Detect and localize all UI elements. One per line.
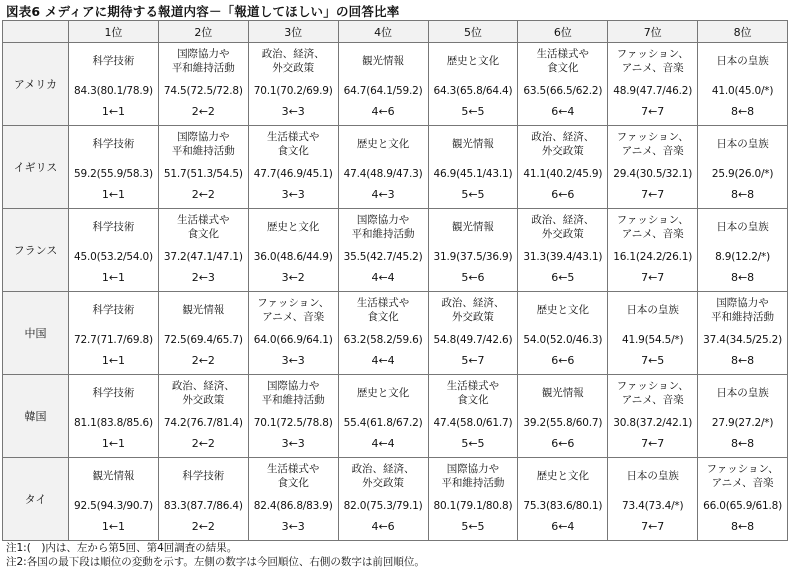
footnote: 注2:各国の最下段は順位の変動を示す。左側の数字は今回順位、右側の数字は前回順位。 — [6, 555, 425, 568]
table-cell — [698, 126, 788, 209]
cell-item: 日本の皇族 — [626, 304, 679, 316]
page-title: 図表6 メディアに期待する報道内容－「報道してほしい」の回答比率 — [6, 4, 400, 19]
table-cell — [338, 458, 428, 541]
cell-rank-change: 1←1 — [101, 354, 126, 367]
cell-item: 歴史と文化 — [536, 304, 590, 316]
cell-rank-change: 3←3 — [281, 105, 305, 118]
cell-value: 48.9(47.7/46.2) — [613, 85, 693, 97]
cell-item: 観光情報 — [541, 387, 584, 399]
cell-value: 54.0(52.0/46.3) — [523, 334, 603, 346]
table-cell — [518, 458, 608, 541]
table-cell — [518, 126, 608, 209]
cell-value: 54.8(49.7/42.6) — [433, 334, 513, 346]
cell-item: 歴史と文化 — [266, 221, 320, 233]
cell-item: 政治、経済、 外交政策 — [441, 297, 505, 323]
table-cell — [698, 375, 788, 458]
cell-item: 生活様式や 食文化 — [177, 214, 230, 240]
table-cell — [698, 458, 788, 541]
cell-rank-change: 3←3 — [281, 520, 305, 533]
country-label: 中国 — [3, 292, 69, 375]
cell-rank-change: 1←1 — [101, 271, 126, 284]
table-cell — [608, 43, 698, 126]
table-cell — [608, 292, 698, 375]
table-row — [3, 292, 788, 375]
cell-rank-change: 5←6 — [461, 271, 485, 284]
cell-rank-change: 7←7 — [641, 271, 665, 284]
table-cell — [428, 375, 518, 458]
cell-rank-change: 2←2 — [191, 354, 215, 367]
rank-header: 5位 — [428, 21, 518, 43]
cell-value: 66.0(65.9/61.8) — [703, 500, 782, 512]
table-cell — [698, 292, 788, 375]
cell-rank-change: 1←1 — [101, 437, 126, 450]
cell-rank-change: 1←1 — [101, 520, 126, 533]
table-cell — [518, 209, 608, 292]
cell-item: 科学技術 — [92, 304, 135, 316]
rank-header: 2位 — [158, 21, 248, 43]
table-cell — [248, 126, 338, 209]
table-cell — [69, 292, 159, 375]
cell-rank-change: 8←8 — [730, 271, 755, 284]
table-row — [3, 126, 788, 209]
cell-item: 観光情報 — [451, 221, 494, 233]
cell-value: 72.5(69.4/65.7) — [163, 334, 243, 346]
table-row — [3, 43, 788, 126]
rank-header: 4位 — [338, 21, 428, 43]
cell-rank-change: 3←3 — [281, 354, 305, 367]
cell-rank-change: 8←8 — [730, 520, 755, 533]
cell-rank-change: 7←7 — [641, 437, 665, 450]
cell-value: 47.4(58.0/61.7) — [433, 417, 513, 429]
cell-item: 観光情報 — [451, 138, 494, 150]
country-label: フランス — [3, 209, 69, 292]
cell-rank-change: 6←6 — [551, 354, 575, 367]
cell-value: 39.2(55.8/60.7) — [523, 417, 603, 429]
footnote: 注1:( )内は、左から第5回、第4回調査の結果。 — [6, 542, 238, 554]
cell-item: ファッション、 アニメ、音楽 — [616, 214, 689, 240]
table-cell — [518, 292, 608, 375]
cell-item: 政治、経済、 外交政策 — [351, 463, 415, 489]
cell-value: 8.9(12.2/*) — [715, 251, 770, 263]
country-label: 韓国 — [3, 375, 69, 458]
cell-item: 国際協力や 平和維持活動 — [171, 131, 235, 157]
cell-rank-change: 8←8 — [730, 437, 755, 450]
table-row — [3, 209, 788, 292]
cell-value: 37.4(34.5/25.2) — [703, 334, 782, 346]
cell-item: 生活様式や 食文化 — [266, 131, 320, 157]
cell-rank-change: 2←2 — [191, 105, 215, 118]
cell-rank-change: 4←4 — [371, 271, 395, 284]
table-cell — [158, 126, 248, 209]
cell-value: 70.1(72.5/78.8) — [253, 417, 333, 429]
cell-value: 74.5(72.5/72.8) — [163, 85, 243, 97]
table-row — [3, 375, 788, 458]
table-cell — [518, 375, 608, 458]
cell-item: 観光情報 — [182, 304, 225, 316]
cell-value: 31.3(39.4/43.1) — [523, 251, 603, 263]
cell-value: 64.3(65.8/64.4) — [433, 85, 513, 97]
cell-item: 歴史と文化 — [446, 55, 500, 67]
cell-item: 科学技術 — [92, 221, 135, 233]
cell-item: 生活様式や 食文化 — [536, 48, 590, 74]
cell-rank-change: 6←6 — [551, 188, 575, 201]
cell-value: 59.2(55.9/58.3) — [74, 168, 153, 180]
cell-item: 政治、経済、 外交政策 — [531, 131, 595, 157]
cell-value: 84.3(80.1/78.9) — [74, 85, 153, 97]
cell-value: 35.5(42.7/45.2) — [343, 251, 423, 263]
cell-rank-change: 5←5 — [461, 105, 485, 118]
cell-rank-change: 5←5 — [461, 188, 485, 201]
cell-value: 74.2(76.7/81.4) — [163, 417, 243, 429]
table-cell — [608, 209, 698, 292]
table-cell — [428, 292, 518, 375]
cell-value: 72.7(71.7/69.8) — [74, 334, 153, 346]
cell-rank-change: 7←7 — [641, 105, 665, 118]
header-corner — [3, 21, 69, 43]
cell-item: 歴史と文化 — [356, 138, 410, 150]
country-label: タイ — [3, 458, 69, 541]
cell-rank-change: 4←6 — [371, 520, 395, 533]
cell-value: 41.1(40.2/45.9) — [523, 168, 603, 180]
cell-value: 47.7(46.9/45.1) — [253, 168, 333, 180]
cell-value: 80.1(79.1/80.8) — [433, 500, 513, 512]
cell-item: 科学技術 — [92, 138, 135, 150]
cell-item: 日本の皇族 — [716, 387, 769, 399]
table-cell — [69, 126, 159, 209]
cell-value: 31.9(37.5/36.9) — [433, 251, 513, 263]
cell-item: 日本の皇族 — [716, 138, 769, 150]
cell-item: 国際協力や 平和維持活動 — [711, 297, 775, 323]
table-cell — [69, 43, 159, 126]
table-cell — [608, 375, 698, 458]
table-cell — [428, 209, 518, 292]
rank-header: 3位 — [248, 21, 338, 43]
cell-value: 63.5(66.5/62.2) — [523, 85, 603, 97]
cell-value: 30.8(37.2/42.1) — [613, 417, 693, 429]
cell-item: 国際協力や 平和維持活動 — [441, 463, 505, 489]
cell-rank-change: 2←2 — [191, 188, 215, 201]
cell-rank-change: 5←5 — [461, 437, 485, 450]
table-cell — [158, 43, 248, 126]
cell-value: 55.4(61.8/67.2) — [343, 417, 423, 429]
cell-rank-change: 8←8 — [730, 354, 755, 367]
cell-value: 29.4(30.5/32.1) — [613, 168, 693, 180]
table-cell — [158, 375, 248, 458]
cell-rank-change: 4←4 — [371, 354, 395, 367]
cell-value: 41.0(45.0/*) — [711, 85, 774, 97]
cell-value: 73.4(73.4/*) — [622, 500, 684, 512]
country-label: イギリス — [3, 126, 69, 209]
rank-header: 1位 — [69, 21, 159, 43]
cell-rank-change: 2←2 — [191, 437, 215, 450]
cell-rank-change: 3←3 — [281, 437, 305, 450]
table-cell — [338, 292, 428, 375]
cell-item: 日本の皇族 — [626, 470, 679, 482]
cell-rank-change: 6←6 — [551, 437, 575, 450]
cell-value: 51.7(51.3/54.5) — [163, 168, 243, 180]
cell-rank-change: 4←6 — [371, 105, 395, 118]
table-cell — [428, 458, 518, 541]
cell-value: 82.4(86.8/83.9) — [253, 500, 333, 512]
table-cell — [698, 43, 788, 126]
cell-rank-change: 1←1 — [101, 188, 126, 201]
table-row — [3, 458, 788, 541]
cell-item: ファッション、 アニメ、音楽 — [706, 463, 779, 489]
cell-item: 国際協力や 平和維持活動 — [351, 214, 415, 240]
table-cell — [338, 375, 428, 458]
cell-value: 36.0(48.6/44.9) — [253, 251, 333, 263]
cell-item: 国際協力や 平和維持活動 — [171, 48, 235, 74]
table-cell — [158, 292, 248, 375]
table-cell — [338, 43, 428, 126]
cell-value: 63.2(58.2/59.6) — [343, 334, 423, 346]
cell-item: 日本の皇族 — [716, 55, 769, 67]
table-cell — [338, 209, 428, 292]
table-cell — [69, 375, 159, 458]
table-cell — [158, 209, 248, 292]
table-cell — [248, 375, 338, 458]
cell-item: ファッション、 アニメ、音楽 — [616, 380, 689, 406]
cell-item: 観光情報 — [362, 55, 405, 67]
cell-item: 国際協力や 平和維持活動 — [261, 380, 325, 406]
cell-value: 82.0(75.3/79.1) — [343, 500, 423, 512]
cell-item: ファッション、 アニメ、音楽 — [257, 297, 330, 323]
cell-value: 25.9(26.0/*) — [711, 168, 774, 180]
table-cell — [608, 126, 698, 209]
cell-rank-change: 1←1 — [101, 105, 126, 118]
cell-rank-change: 2←2 — [191, 520, 215, 533]
cell-item: 政治、経済、 外交政策 — [531, 214, 595, 240]
table-body — [3, 43, 788, 541]
footnotes — [6, 542, 425, 569]
cell-rank-change: 2←3 — [191, 271, 215, 284]
cell-value: 64.0(66.9/64.1) — [253, 334, 333, 346]
cell-value: 92.5(94.3/90.7) — [74, 500, 153, 512]
cell-item: 観光情報 — [92, 470, 135, 482]
cell-item: 政治、経済、 外交政策 — [171, 380, 235, 406]
table-cell — [248, 458, 338, 541]
header-row — [3, 21, 788, 43]
cell-rank-change: 4←4 — [371, 437, 395, 450]
cell-value: 41.9(54.5/*) — [622, 334, 684, 346]
cell-item: 科学技術 — [182, 470, 225, 482]
cell-item: 歴史と文化 — [536, 470, 590, 482]
cell-item: 科学技術 — [92, 55, 135, 67]
table-cell — [158, 458, 248, 541]
rank-header: 6位 — [518, 21, 608, 43]
rank-header: 8位 — [698, 21, 788, 43]
cell-value: 70.1(70.2/69.9) — [253, 85, 333, 97]
cell-rank-change: 8←8 — [730, 188, 755, 201]
country-label: アメリカ — [3, 43, 69, 126]
cell-value: 83.3(87.7/86.4) — [163, 500, 243, 512]
cell-value: 45.0(53.2/54.0) — [74, 251, 153, 263]
cell-value: 47.4(48.9/47.3) — [343, 168, 423, 180]
table-cell — [248, 209, 338, 292]
cell-value: 75.3(83.6/80.1) — [523, 500, 603, 512]
table-cell — [428, 43, 518, 126]
ranking-table — [2, 20, 788, 541]
cell-item: 生活様式や 食文化 — [446, 380, 500, 406]
cell-item: ファッション、 アニメ、音楽 — [616, 48, 689, 74]
table-cell — [69, 209, 159, 292]
rank-header: 7位 — [608, 21, 698, 43]
table-cell — [338, 126, 428, 209]
table-cell — [698, 209, 788, 292]
cell-rank-change: 3←3 — [281, 188, 305, 201]
cell-item: 政治、経済、 外交政策 — [261, 48, 325, 74]
cell-value: 81.1(83.8/85.6) — [74, 417, 153, 429]
cell-value: 16.1(24.2/26.1) — [613, 251, 693, 263]
cell-rank-change: 5←7 — [461, 354, 485, 367]
table-cell — [69, 458, 159, 541]
table-cell — [248, 43, 338, 126]
cell-item: 生活様式や 食文化 — [266, 463, 320, 489]
cell-rank-change: 8←8 — [730, 105, 755, 118]
cell-rank-change: 6←4 — [551, 105, 575, 118]
cell-item: 生活様式や 食文化 — [356, 297, 410, 323]
table-cell — [608, 458, 698, 541]
cell-item: 歴史と文化 — [356, 387, 410, 399]
cell-rank-change: 7←5 — [641, 354, 665, 367]
cell-item: 科学技術 — [92, 387, 135, 399]
cell-value: 46.9(45.1/43.1) — [433, 168, 513, 180]
cell-rank-change: 3←2 — [281, 271, 305, 284]
cell-rank-change: 4←3 — [371, 188, 395, 201]
cell-item: ファッション、 アニメ、音楽 — [616, 131, 689, 157]
cell-value: 27.9(27.2/*) — [711, 417, 774, 429]
table-cell — [248, 292, 338, 375]
cell-value: 37.2(47.1/47.1) — [163, 251, 243, 263]
table-cell — [518, 43, 608, 126]
cell-value: 64.7(64.1/59.2) — [343, 85, 423, 97]
cell-rank-change: 7←7 — [641, 520, 665, 533]
cell-rank-change: 5←5 — [461, 520, 485, 533]
cell-rank-change: 7←7 — [641, 188, 665, 201]
cell-item: 日本の皇族 — [716, 221, 769, 233]
cell-rank-change: 6←5 — [551, 271, 575, 284]
cell-rank-change: 6←4 — [551, 520, 575, 533]
table-cell — [428, 126, 518, 209]
